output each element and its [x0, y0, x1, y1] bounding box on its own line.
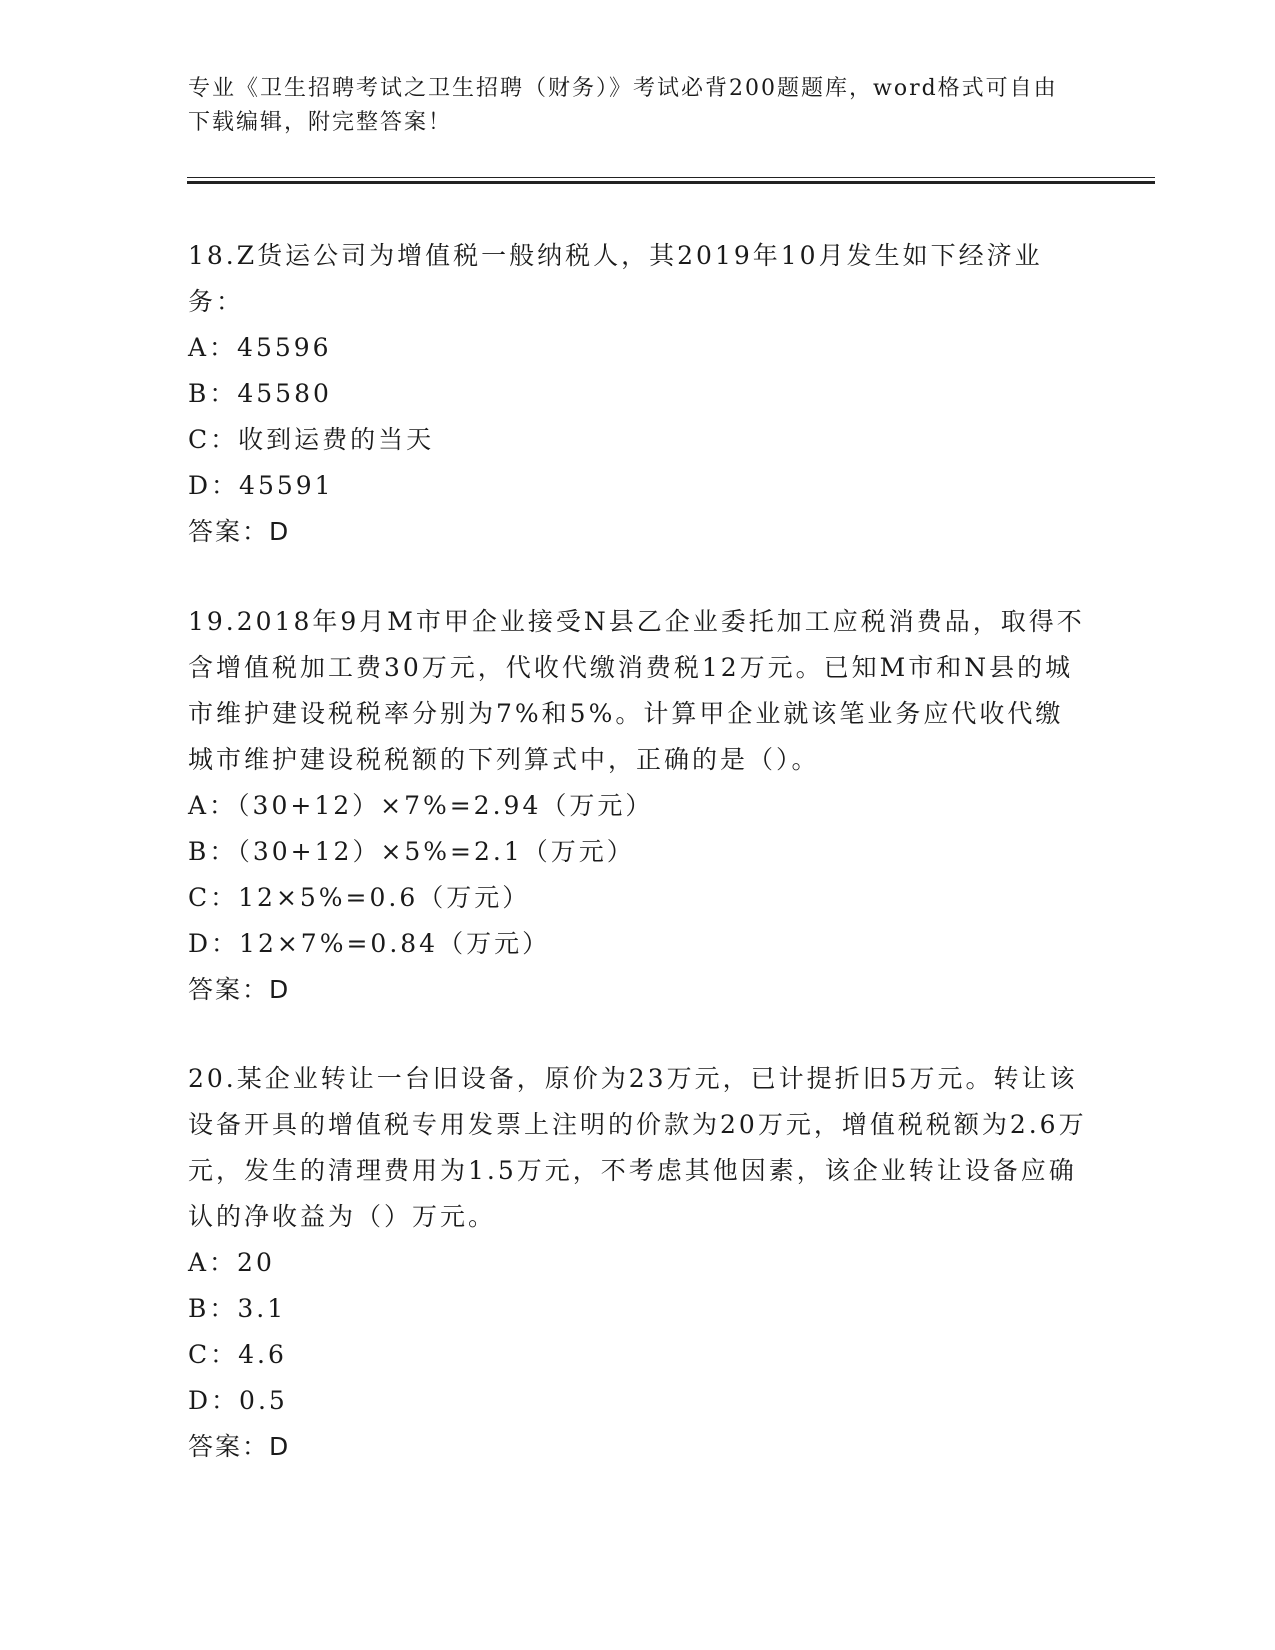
- answer-line: 答案：D: [188, 1432, 291, 1461]
- option-b: B：（30+12）×5%=2.1（万元）: [188, 837, 635, 866]
- option-c: C：12×5%=0.6（万元）: [188, 883, 531, 912]
- option-a: A：20: [188, 1248, 275, 1277]
- option-c: C：收到运费的当天: [188, 425, 435, 454]
- question-stem: 19.2018年9月M市甲企业接受N县乙企业委托加工应税消费品，取得不含增值税加工费30万元，代收代缴消费税12万元。已知M市和N县的城市维护建设税税率分别为7%和5%。计算甲企业就该笔业务应代收代缴城市维护建设税税额的下列算式中，正确的是（）。: [188, 607, 1085, 774]
- option-d: D：12×7%=0.84（万元）: [188, 929, 551, 958]
- option-d: D：0.5: [188, 1386, 288, 1415]
- header-divider-thin: [187, 177, 1155, 178]
- option-d: D：45591: [188, 471, 334, 500]
- option-c: C：4.6: [188, 1340, 287, 1369]
- option-b: B：3.1: [188, 1294, 287, 1323]
- answer-line: 答案：D: [188, 517, 291, 546]
- question-stem: 18.Z货运公司为增值税一般纳税人，其2019年10月发生如下经济业务：: [188, 241, 1043, 316]
- question-18: [188, 233, 1088, 555]
- header-divider-thick: [187, 181, 1155, 184]
- question-stem: 20.某企业转让一台旧设备，原价为23万元，已计提折旧5万元。转让该设备开具的增值税专用发票上注明的价款为20万元，增值税税额为2.6万元，发生的清理费用为1.5万元，不考虑其他因素，该企业转让设备应确认的净收益为（）万元。: [188, 1064, 1087, 1231]
- option-b: B：45580: [188, 379, 332, 408]
- option-a: A：（30+12）×7%=2.94（万元）: [188, 791, 654, 820]
- answer-line: 答案：D: [188, 975, 291, 1004]
- question-19: [188, 599, 1088, 1013]
- option-a: A：45596: [188, 333, 332, 362]
- document-header: 专业《卫生招聘考试之卫生招聘（财务）》考试必背200题题库，word格式可自由下载编辑，附完整答案！: [188, 76, 1058, 135]
- question-20: [188, 1056, 1088, 1470]
